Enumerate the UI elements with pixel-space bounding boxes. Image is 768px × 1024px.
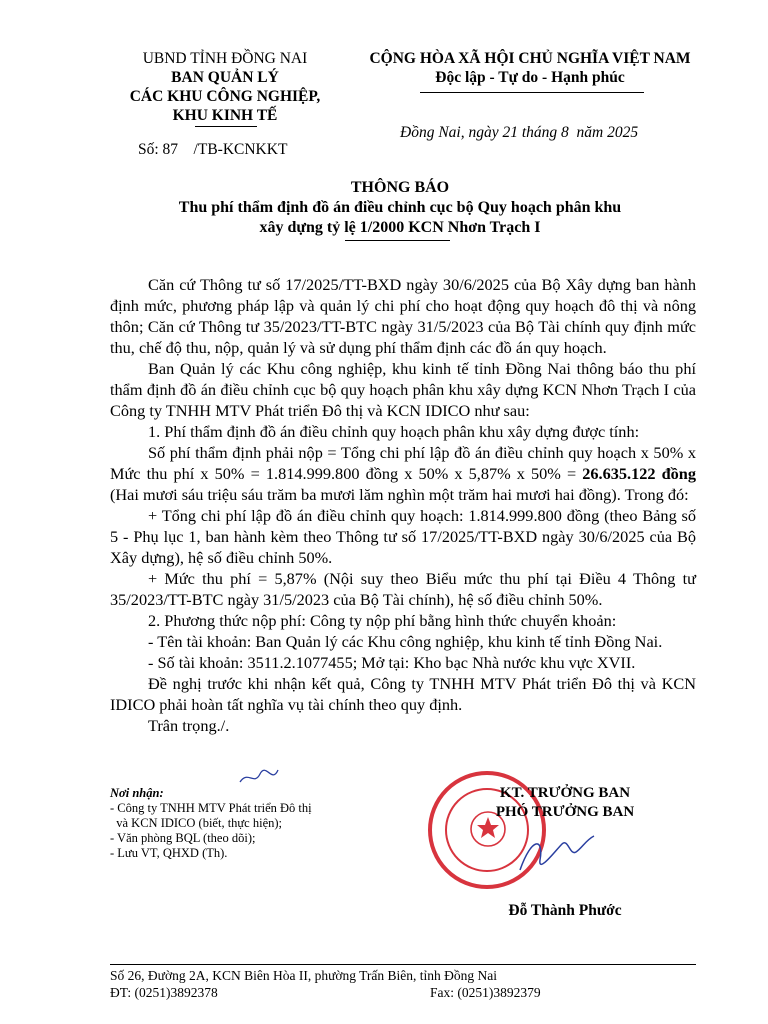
recipients-label: Nơi nhận:: [110, 786, 164, 800]
signatory-title: [470, 784, 660, 822]
fee-calculation-heading: 1. Phí thẩm định đồ án điều chỉnh quy hoạch phân khu xây dựng được tính:: [148, 422, 640, 441]
request-paragraph: Đề nghị trước khi nhận kết quả, Công ty TNHH MTV Phát triển Đô thị và KCN IDICO phải hoàn tất nghĩa vụ tài chính theo quy định.: [110, 674, 696, 714]
notice-subject-line2: xây dựng tỷ lệ 1/2000 KCN Nhơn Trạch I: [259, 219, 541, 236]
title-underline: [345, 240, 450, 241]
agency-underline: [195, 126, 257, 127]
agency-name-line2: CÁC KHU CÔNG NGHIỆP,: [129, 88, 321, 105]
province-committee: UBND TỈNH ĐỒNG NAI: [142, 50, 308, 67]
recipient-item: - Công ty TNHH MTV Phát triển Đô thị: [110, 801, 312, 815]
recipient-item: - Văn phòng BQL (theo dõi);: [110, 831, 256, 845]
notice-heading: THÔNG BÁO: [350, 179, 450, 196]
notice-body: [110, 274, 696, 736]
handwritten-signature: [510, 826, 600, 886]
payment-method-heading: 2. Phương thức nộp phí: Công ty nộp phí bằng hình thức chuyển khoản:: [148, 611, 617, 630]
national-title: [345, 49, 715, 87]
fee-amount: 26.635.122 đồng: [582, 464, 696, 483]
document-date: Đồng Nai, ngày 21 tháng 8 năm 2025: [400, 124, 639, 141]
country-name: CỘNG HÒA XÃ HỘI CHỦ NGHĨA VIỆT NAM: [369, 50, 691, 67]
document-number: Số: 87 /TB-KCNKKT: [138, 141, 288, 158]
account-name-item: - Tên tài khoản: Ban Quản lý các Khu công nghiệp, khu kinh tế tỉnh Đồng Nai.: [148, 632, 663, 651]
account-number-item: - Số tài khoản: 3511.2.1077455; Mở tại: Kho bạc Nhà nước khu vực XVII.: [148, 653, 636, 672]
fee-rate-item: + Mức thu phí = 5,87% (Nội suy theo Biểu mức thu phí tại Điều 4 Thông tư 35/2023/TT-BTC ngày 31/5/2023 của Bộ Tài chính), hệ số điều chỉnh 50%.: [110, 569, 696, 609]
signatory-name: Đỗ Thành Phước: [508, 902, 622, 919]
fee-calculation-paragraph: [110, 442, 696, 505]
agency-name-line3: KHU KINH TẾ: [172, 107, 278, 124]
notice-title: [100, 178, 700, 238]
footer-fax: Fax: (0251)3892379: [430, 985, 541, 1000]
fee-formula: Số phí thẩm định phải nộp = Tổng chi phí lập đồ án điều chỉnh quy hoạch x 50% x Mức thu phí x 50% = 1.814.999.800 đồng x 50% x 5,87% x 50% =: [110, 443, 696, 483]
fee-amount-in-words: (Hai mươi sáu triệu sáu trăm ba mươi lăm nghìn một trăm hai mươi hai đồng). Trong đó:: [110, 485, 689, 504]
recipient-item: và KCN IDICO (biết, thực hiện);: [110, 816, 283, 830]
footer-divider: [110, 964, 696, 965]
motto-underline: [420, 92, 644, 93]
agency-name-line1: BAN QUẢN LÝ: [171, 69, 279, 86]
footer-address: Số 26, Đường 2A, KCN Biên Hòa II, phường Trấn Biên, tỉnh Đồng Nai: [110, 968, 498, 983]
recipient-item: - Lưu VT, QHXD (Th).: [110, 846, 228, 860]
footer: [110, 967, 696, 1001]
legal-basis-paragraph: Căn cứ Thông tư số 17/2025/TT-BXD ngày 30/6/2025 của Bộ Xây dựng ban hành định mức, phương pháp lập và quản lý chi phí cho hoạt động quy hoạch đô thị và nông thôn; Căn cứ Thông tư 35/2023/TT-BTC ngày 31/5/2023 của Bộ Tài chính quy định mức thu, chế độ thu, nộp, quản lý và sử dụng phí thẩm định các đồ án quy hoạch.: [110, 275, 696, 357]
signatory-position: PHÓ TRƯỞNG BAN: [495, 804, 635, 820]
signatory-role: KT. TRƯỞNG BAN: [499, 785, 631, 801]
closing-remark: Trân trọng./.: [148, 716, 230, 735]
footer-phone: ĐT: (0251)3892378: [110, 985, 218, 1000]
notice-subject-line1: Thu phí thẩm định đồ án điều chỉnh cục bộ Quy hoạch phân khu: [178, 199, 622, 216]
recipients-block: [110, 786, 410, 861]
announcement-paragraph: Ban Quản lý các Khu công nghiệp, khu kinh tế tỉnh Đồng Nai thông báo thu phí thẩm định đồ án điều chỉnh cục bộ quy hoạch phân khu xây dựng KCN Nhơn Trạch I của Công ty TNHH MTV Phát triển Đô thị và KCN IDICO như sau:: [110, 359, 696, 420]
total-cost-item: + Tổng chi phí lập đồ án điều chỉnh quy hoạch: 1.814.999.800 đồng (theo Bảng số 5 - Phụ lục 1, ban hành kèm theo Thông tư số 17/2025/TT-BXD ngày 30/6/2025 của Bộ Xây dựng), hệ số điều chỉnh 50%.: [110, 506, 696, 567]
national-motto: Độc lập - Tự do - Hạnh phúc: [435, 69, 625, 86]
issuing-authority: [100, 49, 350, 125]
